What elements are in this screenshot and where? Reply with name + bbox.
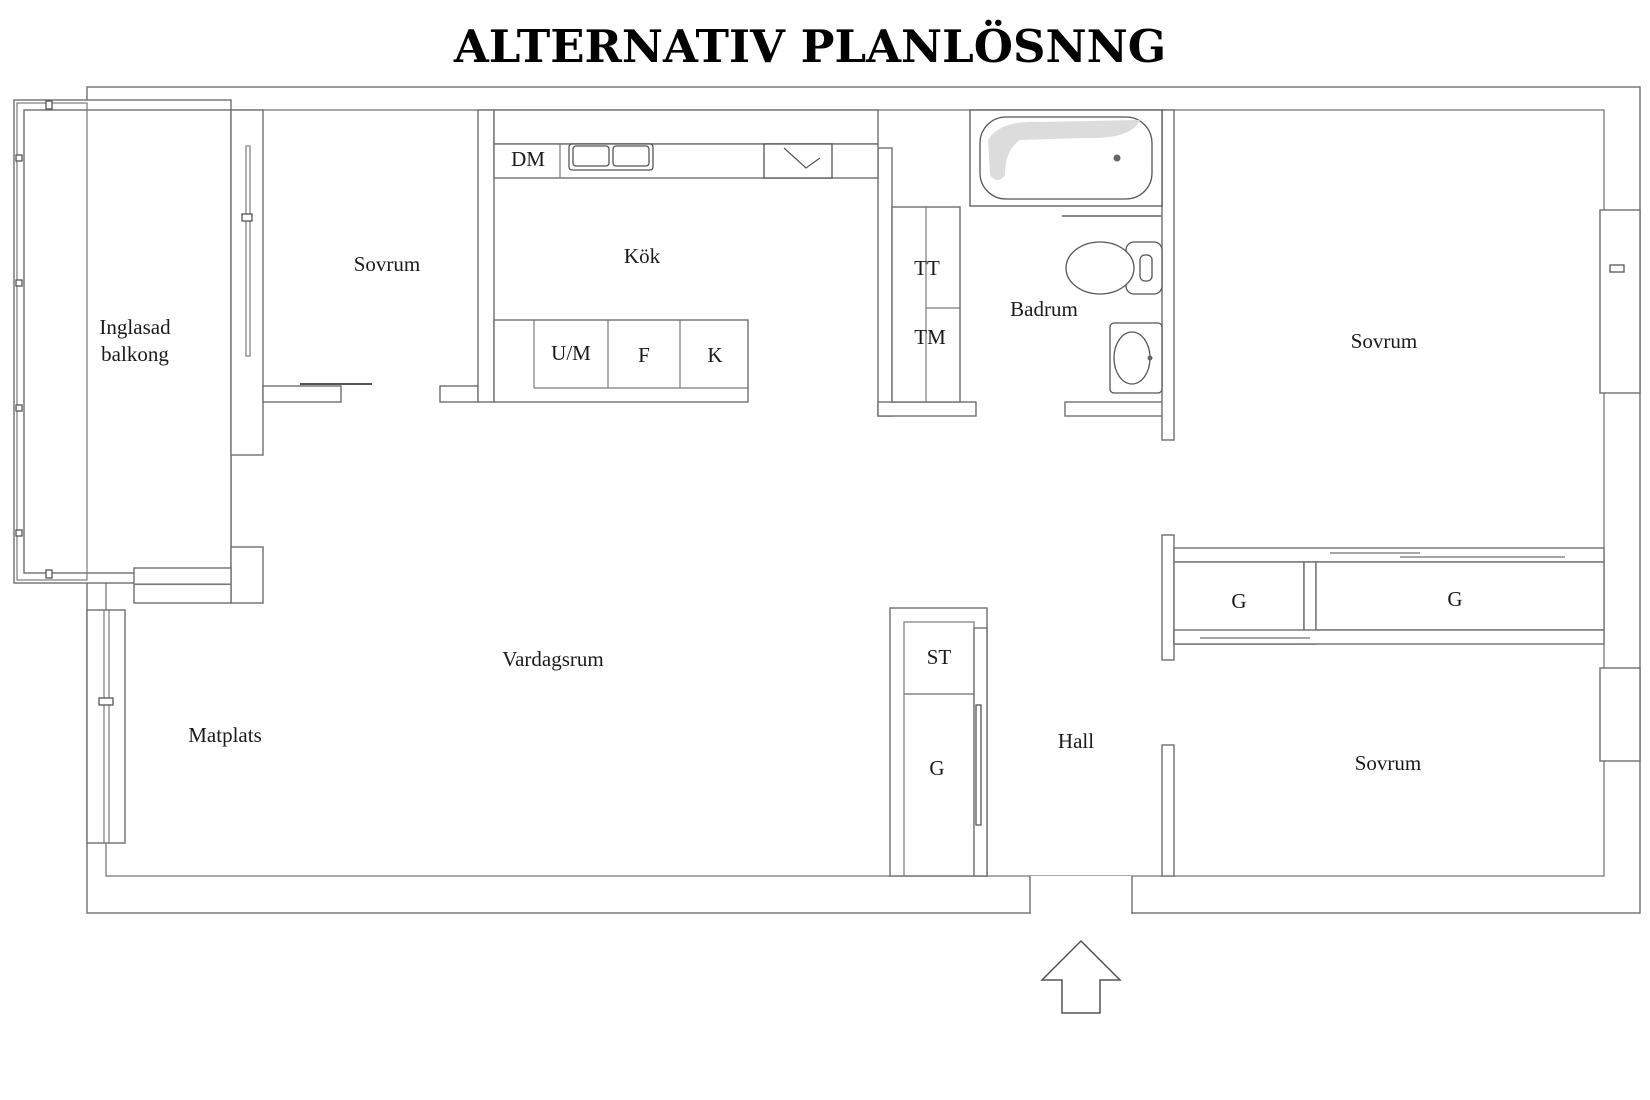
label-bathroom: Badrum: [1010, 297, 1078, 321]
label-balcony-line2: balkong: [101, 342, 169, 366]
label-storage: ST: [926, 645, 952, 669]
label-balcony-line1: Inglasad: [99, 315, 171, 339]
label-dishwasher: DM: [511, 147, 545, 171]
label-freezer: K: [707, 343, 723, 367]
label-living-room: Vardagsrum: [502, 647, 604, 671]
label-kitchen: Kök: [623, 244, 661, 268]
label-bedroom-nw: Sovrum: [353, 252, 421, 276]
label-oven-microwave: U/M: [551, 341, 591, 365]
label-dryer: TT: [914, 256, 940, 280]
outer-walls: [87, 87, 1640, 913]
label-bedroom-se: Sovrum: [1354, 751, 1422, 775]
label-bedroom-ne: Sovrum: [1350, 329, 1418, 353]
plan-title: ALTERNATIV PLANLÖSNNG: [453, 20, 1167, 73]
label-fridge: F: [638, 343, 650, 367]
arrow-up-icon: [1042, 941, 1120, 1013]
label-wardrobe-small: G: [1231, 589, 1247, 613]
label-wardrobe-hall: G: [929, 756, 945, 780]
label-washer: TM: [914, 325, 946, 349]
label-hall: Hall: [1057, 729, 1095, 753]
label-dining: Matplats: [188, 723, 262, 747]
label-wardrobe-large: G: [1447, 587, 1463, 611]
